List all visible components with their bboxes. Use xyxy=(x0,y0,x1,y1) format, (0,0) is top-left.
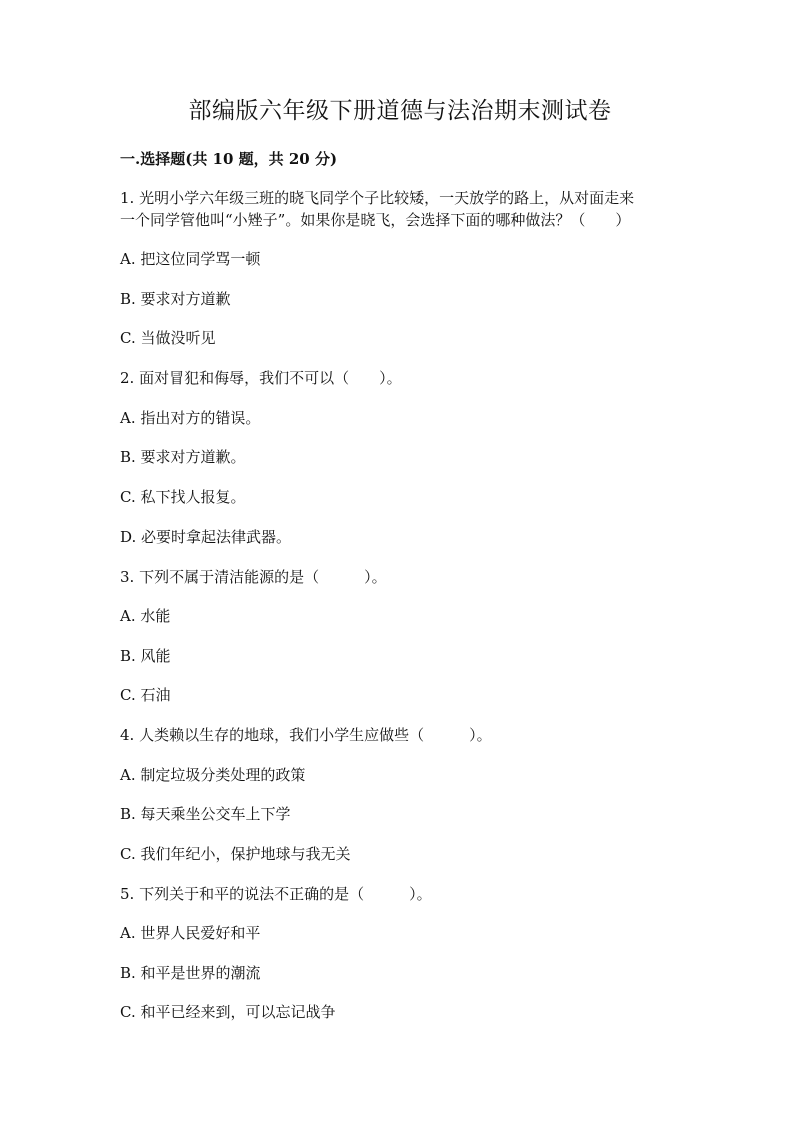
question-1-option-c: C. 当做没听见 xyxy=(120,329,216,347)
document-title: 部编版六年级下册道德与法治期末测试卷 xyxy=(188,98,612,124)
question-2-option-c: C. 私下找人报复。 xyxy=(120,488,246,506)
question-5-option-c: C. 和平已经来到，可以忘记战争 xyxy=(120,1003,336,1021)
question-4-option-b: B. 每天乘坐公交车上下学 xyxy=(120,805,291,823)
section-heading: 一.选择题(共 10 题，共 20 分) xyxy=(120,150,338,168)
question-3-stem: 3. 下列不属于清洁能源的是（ ）。 xyxy=(120,568,387,586)
question-1-option-a: A. 把这位同学骂一顿 xyxy=(120,250,261,268)
question-3-option-b: B. 风能 xyxy=(120,647,171,665)
question-1-stem-line-1: 1. 光明小学六年级三班的晓飞同学个子比较矮，一天放学的路上，从对面走来 xyxy=(120,189,635,207)
question-2-option-b: B. 要求对方道歉。 xyxy=(120,448,246,466)
question-2-option-a: A. 指出对方的错误。 xyxy=(120,409,261,427)
question-4-stem: 4. 人类赖以生存的地球，我们小学生应做些（ ）。 xyxy=(120,726,492,744)
question-2-option-d: D. 必要时拿起法律武器。 xyxy=(120,528,292,546)
question-5-stem: 5. 下列关于和平的说法不正确的是（ ）。 xyxy=(120,885,432,903)
question-4-option-c: C. 我们年纪小，保护地球与我无关 xyxy=(120,845,351,863)
question-1-option-b: B. 要求对方道歉 xyxy=(120,290,231,308)
question-3-option-a: A. 水能 xyxy=(120,607,171,625)
question-2-stem: 2. 面对冒犯和侮辱，我们不可以（ ）。 xyxy=(120,369,402,387)
question-1-stem-line-2: 一个同学管他叫“小矬子”。如果你是晓飞，会选择下面的哪种做法？（ ） xyxy=(120,211,631,229)
question-3-option-c: C. 石油 xyxy=(120,686,171,704)
question-5-option-b: B. 和平是世界的潮流 xyxy=(120,964,261,982)
question-4-option-a: A. 制定垃圾分类处理的政策 xyxy=(120,766,306,784)
question-5-option-a: A. 世界人民爱好和平 xyxy=(120,924,261,942)
